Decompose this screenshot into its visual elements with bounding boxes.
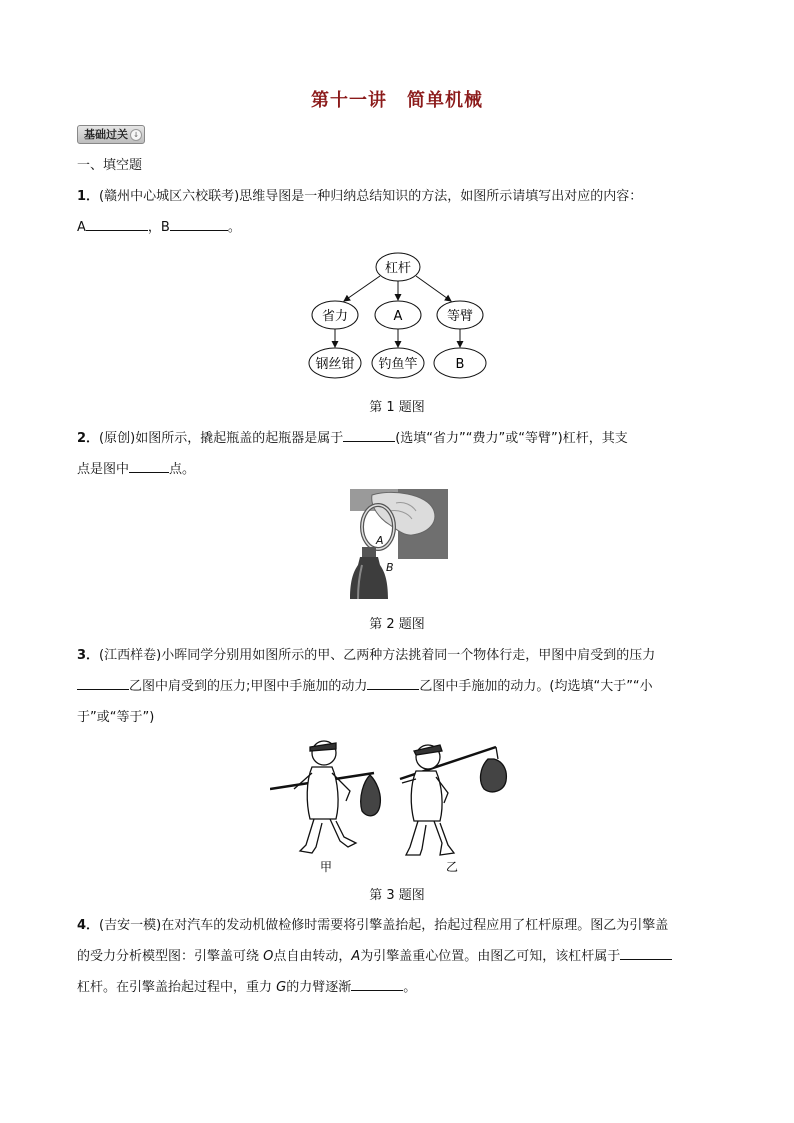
- section-heading: 一、填空题: [77, 158, 143, 173]
- mind-map-diagram: [300, 250, 500, 382]
- blank-label-a: A: [77, 220, 86, 235]
- person-yi: [400, 745, 506, 855]
- question-text: 点。: [169, 462, 196, 477]
- question-4-line3: [77, 972, 722, 1003]
- node-root-label: 杠杆: [384, 261, 412, 276]
- question-3: [77, 640, 722, 671]
- question-4-line2: [77, 941, 722, 972]
- answer-blank[interactable]: [129, 458, 169, 473]
- question-number: 4．: [77, 918, 100, 933]
- carrying-pole-figure: [270, 733, 526, 875]
- question-text: (选填“省力”“费力”或“等臂”)杠杆，其支: [395, 431, 628, 446]
- page-title: [0, 86, 794, 112]
- node-leaf-1-label: 钢丝钳: [315, 357, 355, 372]
- bottle-opener-figure: [350, 489, 448, 599]
- question-text: 乙图中手施加的动力。(均选填“大于”“小: [419, 679, 653, 694]
- question-number: 1．: [77, 189, 100, 204]
- figure-label-yi: 乙: [445, 860, 459, 874]
- node-child-2-label: A: [393, 309, 403, 324]
- question-2: [77, 423, 722, 454]
- figure-label-jia: 甲: [319, 860, 333, 874]
- blank-label-b: ，B: [147, 220, 170, 235]
- question-4: [77, 910, 722, 941]
- answer-blank[interactable]: [367, 675, 419, 690]
- section-badge: [77, 125, 145, 144]
- question-2-line2: [77, 454, 722, 485]
- variable-o: O: [263, 949, 274, 964]
- node-leaf-3-label: B: [455, 357, 465, 372]
- edge: [344, 276, 380, 301]
- question-text: 的力臂逐渐: [286, 980, 352, 995]
- variable-a: A: [351, 949, 361, 964]
- section-badge-label: 基础过关: [84, 128, 128, 141]
- point-b-label: B: [386, 561, 394, 574]
- chevron-down-icon: ↓: [130, 129, 142, 141]
- question-3-line3: 于”或“等于”): [77, 710, 155, 725]
- answer-blank[interactable]: [343, 427, 395, 442]
- figure-1-caption: 第 1 题图: [369, 400, 425, 415]
- point-a-label: A: [376, 534, 384, 547]
- question-1: [77, 181, 722, 212]
- question-text: (原创)如图所示，撬起瓶盖的起瓶器是属于: [99, 431, 344, 446]
- question-text: 为引擎盖重心位置。由图乙可知，该杠杆属于: [360, 949, 621, 964]
- question-number: 3．: [77, 648, 100, 663]
- question-number: 2．: [77, 431, 100, 446]
- lecture-number: 第十一讲: [311, 90, 387, 111]
- question-text: 的受力分析模型图：引擎盖可绕: [77, 949, 264, 964]
- question-1-blanks: [77, 212, 722, 243]
- punctuation: 。: [227, 220, 241, 235]
- answer-blank[interactable]: [351, 976, 403, 991]
- question-text: 乙图中肩受到的压力;甲图中手施加的动力: [129, 679, 368, 694]
- edge: [416, 276, 451, 301]
- node-leaf-2-label: 钓鱼竿: [378, 357, 418, 372]
- question-text: (江西样卷)小晖同学分别用如图所示的甲、乙两种方法挑着同一个物体行走，甲图中肩受到的压力: [99, 648, 656, 663]
- question-text: 点是图中: [77, 462, 130, 477]
- figure-2-caption: 第 2 题图: [369, 617, 425, 632]
- answer-blank-b[interactable]: [170, 216, 228, 231]
- question-text: (赣州中心城区六校联考)思维导图是一种归纳总结知识的方法，如图所示请填写出对应的内容：: [99, 189, 643, 204]
- variable-g: G: [276, 980, 287, 995]
- punctuation: 。: [403, 980, 417, 995]
- node-child-1-label: 省力: [321, 309, 349, 324]
- question-3-line2: [77, 671, 722, 702]
- figure-3-caption: 第 3 题图: [369, 888, 425, 903]
- answer-blank[interactable]: [620, 945, 672, 960]
- answer-blank-a[interactable]: [86, 216, 148, 231]
- node-child-3-label: 等臂: [446, 309, 474, 324]
- answer-blank[interactable]: [77, 675, 129, 690]
- person-jia: [270, 741, 380, 853]
- lecture-topic: 简单机械: [407, 90, 483, 111]
- question-text: (吉安一模)在对汽车的发动机做检修时需要将引擎盖抬起，抬起过程应用了杠杆原理。图乙为引擎盖: [99, 918, 669, 933]
- question-text: 杠杆。在引擎盖抬起过程中，重力: [77, 980, 277, 995]
- question-text: 点自由转动，: [273, 949, 352, 964]
